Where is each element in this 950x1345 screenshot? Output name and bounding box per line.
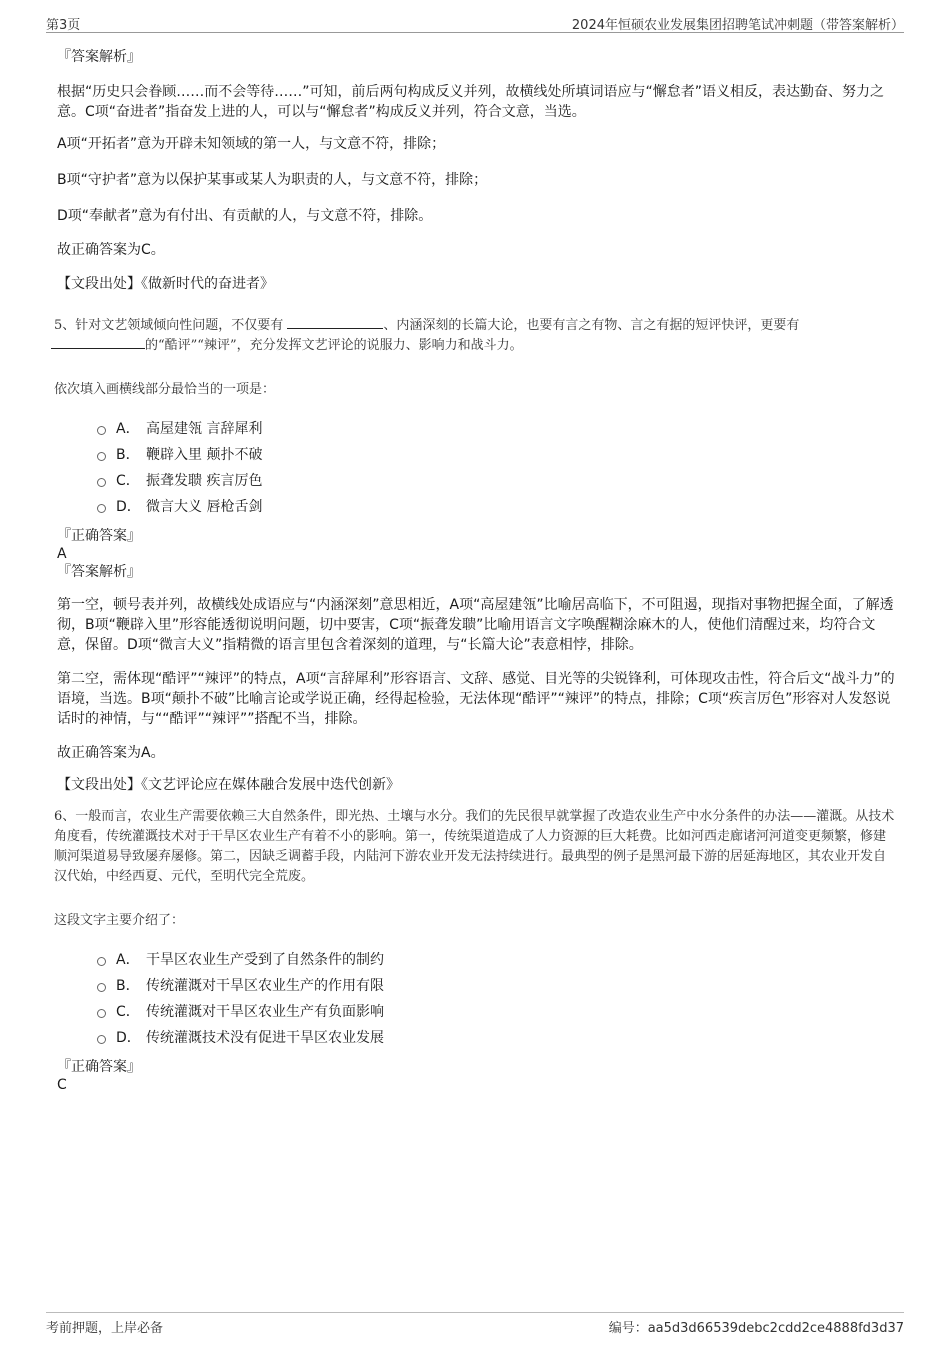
footer-slogan: 考前押题，上岸必备 (46, 1321, 164, 1336)
blank-line (51, 336, 145, 349)
q4-analysis-paragraph: A项“开拓者”意为开辟未知领域的第一人，与文意不符，排除； (57, 136, 446, 152)
q4-analysis-label: 『答案解析』 (57, 49, 141, 65)
radio-icon[interactable] (97, 426, 106, 435)
radio-icon[interactable] (97, 983, 106, 992)
q6-prompt: 这段文字主要介绍了： (54, 913, 185, 928)
document-id: 编号：aa5d3d66539debc2cdd2ce4888fd3d37 (608, 1321, 904, 1336)
page-header (46, 14, 904, 33)
q4-source: 【文段出处】《做新时代的奋进者》 (57, 276, 274, 292)
q5-analysis-label: 『答案解析』 (57, 564, 141, 580)
q6-stem: 6、一般而言，农业生产需要依赖三大自然条件，即光热、土壤与水分。我们的先民很早就掌握了改造农业生产中水分条件的办法——灌溉。从技术角度看，传统灌溉技术对于干旱区农业生产有着不小的影响。第一，传统渠道造成了人力资源的巨大耗费。比如河西走廊诸河河道变更频繁，修建顺河渠道易导致屡弃屡修。第二，因缺乏调蓄手段，内陆河下游农业开发无法持续进行。最典型的例子是黑河最下游的居延海地区，其农业开发自汉代始，中经西夏、元代，至明代完全荒废。 (54, 809, 895, 884)
q5-option-c[interactable]: C． 振聋发聩 疾言厉色 (97, 467, 897, 493)
q5-options (97, 415, 897, 519)
q5-stem: 5、针对文艺领域倾向性问题，不仅要有 、内涵深刻的长篇大论，也要有言之有物、言之有据的短评快评，更要有 的“酷评”“辣评”，充分发挥文艺评论的说服力、影响力和战斗力。 (54, 316, 897, 356)
q5-prompt: 依次填入画横线部分最恰当的一项是： (54, 382, 276, 397)
q6-answer: C (57, 1077, 67, 1093)
q5-analysis-paragraph: 第二空，需体现“酷评”“辣评”的特点，A项“言辞犀利”形容语言、文辞、感觉、目光等的尖锐锋利，可体现攻击性，符合后文“战斗力”的语境，当选。B项“颠扑不破”比喻言论或学说正确，经得起检验，无法体现“酷评”“辣评”的特点，排除；C项“疾言厉色”形容对人发怒说话时的神情，与““酷评”“辣评””搭配不当，排除。 (57, 671, 895, 727)
q6-option-d[interactable]: D． 传统灌溉技术没有促进干旱区农业发展 (97, 1024, 897, 1050)
radio-icon[interactable] (97, 1035, 106, 1044)
q6-options (97, 946, 897, 1050)
radio-icon[interactable] (97, 504, 106, 513)
q5-analysis-paragraph: 第一空，顿号表并列，故横线处成语应与“内涵深刻”意思相近，A项“高屋建瓴”比喻居高临下，不可阻遏，现指对事物把握全面，了解透彻，B项“鞭辟入里”形容能透彻说明问题，切中要害，C项“振聋发聩”比喻用语言文字唤醒糊涂麻木的人，使他们清醒过来，均符合文意，保留。D项“微言大义”指精微的语言里包含着深刻的道理，与“长篇大论”表意相悖，排除。 (57, 597, 894, 653)
q5-answer: A (57, 546, 67, 562)
radio-icon[interactable] (97, 452, 106, 461)
q5-option-a[interactable]: A． 高屋建瓴 言辞犀利 (97, 415, 897, 441)
page-footer (46, 1312, 904, 1337)
radio-icon[interactable] (97, 957, 106, 966)
q6-option-b[interactable]: B． 传统灌溉对干旱区农业生产的作用有限 (97, 972, 897, 998)
q5-conclusion: 故正确答案为A。 (57, 745, 165, 761)
blank-line (287, 316, 383, 329)
q4-conclusion: 故正确答案为C。 (57, 242, 165, 258)
radio-icon[interactable] (97, 1009, 106, 1018)
q4-analysis-paragraph: B项“守护者”意为以保护某事或某人为职责的人，与文意不符，排除； (57, 172, 488, 188)
q5-source: 【文段出处】《文艺评论应在媒体融合发展中迭代创新》 (57, 777, 400, 793)
q6-answer-label: 『正确答案』 (57, 1059, 141, 1075)
q4-analysis-paragraph: D项“奉献者”意为有付出、有贡献的人，与文意不符，排除。 (57, 208, 433, 224)
radio-icon[interactable] (97, 478, 106, 487)
page-content (54, 48, 897, 1094)
q6-option-a[interactable]: A． 干旱区农业生产受到了自然条件的制约 (97, 946, 897, 972)
q5-answer-label: 『正确答案』 (57, 528, 141, 544)
q4-analysis-paragraph: 根据“历史只会眷顾……而不会等待……”可知，前后两句构成反义并列，故横线处所填词语应与“懈怠者”语义相反，表达勤奋、努力之意。C项“奋进者”指奋发上进的人，可以与“懈怠者”构成反义并列，符合文意，当选。 (57, 84, 885, 120)
document-title: 2024年恒硕农业发展集团招聘笔试冲刺题（带答案解析） (571, 18, 904, 33)
page-number: 第3页 (46, 18, 81, 33)
q5-option-b[interactable]: B． 鞭辟入里 颠扑不破 (97, 441, 897, 467)
q5-option-d[interactable]: D． 微言大义 唇枪舌剑 (97, 493, 897, 519)
q6-option-c[interactable]: C． 传统灌溉对干旱区农业生产有负面影响 (97, 998, 897, 1024)
